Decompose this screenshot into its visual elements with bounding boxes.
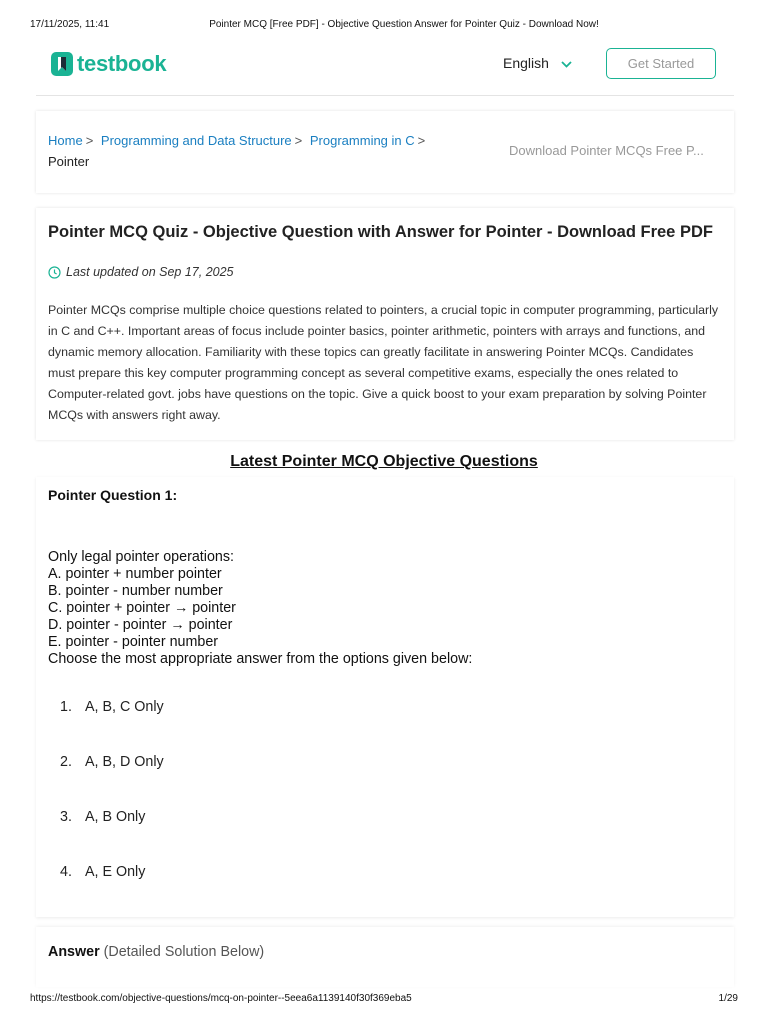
answer-sub: (Detailed Solution Below) <box>103 944 265 960</box>
get-started-button[interactable]: Get Started <box>606 48 716 79</box>
question-line: A. pointer + number pointer <box>48 566 222 582</box>
chevron-down-icon <box>561 55 572 71</box>
last-updated-text: Last updated on Sep 17, 2025 <box>66 265 234 279</box>
question-line: Only legal pointer operations: <box>48 549 234 565</box>
breadcrumb-separator: > <box>294 133 303 148</box>
option-2[interactable] <box>60 754 164 809</box>
clock-icon <box>48 266 61 279</box>
breadcrumb-home[interactable]: Home <box>48 133 83 148</box>
question-body <box>48 549 472 668</box>
breadcrumb <box>48 130 438 172</box>
option-number: 1. <box>60 699 72 715</box>
breadcrumb-separator: > <box>85 133 94 148</box>
option-text: A, E Only <box>85 864 146 880</box>
print-url: https://testbook.com/objective-questions/mcq-on-pointer--5eea6a1139140f30f369eba5 <box>30 993 412 1004</box>
page-title: Pointer MCQ Quiz - Objective Question with Answer for Pointer - Download Free PDF <box>48 223 713 241</box>
question-number: Pointer Question 1: <box>48 487 178 503</box>
question-card <box>36 477 734 917</box>
section-heading: Latest Pointer MCQ Objective Questions <box>230 453 538 470</box>
option-4[interactable] <box>60 864 164 919</box>
question-line: E. pointer - pointer number <box>48 634 219 650</box>
option-text: A, B Only <box>85 809 146 825</box>
option-3[interactable] <box>60 809 164 864</box>
intro-card <box>36 208 734 440</box>
language-label: English <box>503 55 549 71</box>
print-doc-title: Pointer MCQ [Free PDF] - Objective Question Answer for Pointer Quiz - Download Now! <box>209 19 599 30</box>
breadcrumb-card <box>36 111 734 193</box>
question-line: D. pointer - pointer → pointer <box>48 617 233 633</box>
print-page-number: 1/29 <box>718 993 738 1004</box>
top-navbar <box>36 45 734 96</box>
question-line: B. pointer - number number <box>48 583 223 599</box>
breadcrumb-programming-in-c[interactable]: Programming in C <box>309 133 415 148</box>
download-pdf-link[interactable]: Download Pointer MCQs Free P... <box>509 143 704 158</box>
language-selector[interactable] <box>503 55 572 71</box>
option-number: 2. <box>60 754 72 770</box>
answer-options <box>60 699 164 919</box>
option-text: A, B, C Only <box>85 699 164 715</box>
print-datetime: 17/11/2025, 11:41 <box>30 19 110 30</box>
option-number: 4. <box>60 864 72 880</box>
testbook-logo[interactable] <box>51 51 166 77</box>
print-footer <box>30 993 738 1004</box>
option-number: 3. <box>60 809 72 825</box>
print-header <box>30 19 738 30</box>
answer-card <box>36 927 734 987</box>
intro-description: Pointer MCQs comprise multiple choice questions related to pointers, a crucial topic in computer programming, particularly in C and C++. Important areas of focus include pointer basics, pointer arithmetic, pointers with arrays and functions, and dynamic memory allocation. Familiarity with these topics can greatly facilitate in answering Pointer MCQs. Candidates must prepare this key computer programming concept as several competitive exams, especially the ones related to Computer-related govt. jobs have questions on the topic. Give a quick boost to your exam preparation by solving Pointer MCQs with answers right away. <box>48 303 719 422</box>
testbook-logo-icon <box>51 52 73 76</box>
question-line: Choose the most appropriate answer from the options given below: <box>48 651 473 667</box>
breadcrumb-current: Pointer <box>48 154 90 169</box>
answer-label: Answer <box>48 944 100 960</box>
question-line: C. pointer + pointer → pointer <box>48 600 236 616</box>
option-1[interactable] <box>60 699 164 754</box>
breadcrumb-separator: > <box>417 133 426 148</box>
breadcrumb-programming-data-structure[interactable]: Programming and Data Structure <box>100 133 292 148</box>
last-updated <box>48 265 234 279</box>
logo-text: testbook <box>77 51 167 76</box>
option-text: A, B, D Only <box>85 754 164 770</box>
answer-toggle[interactable] <box>48 944 264 960</box>
